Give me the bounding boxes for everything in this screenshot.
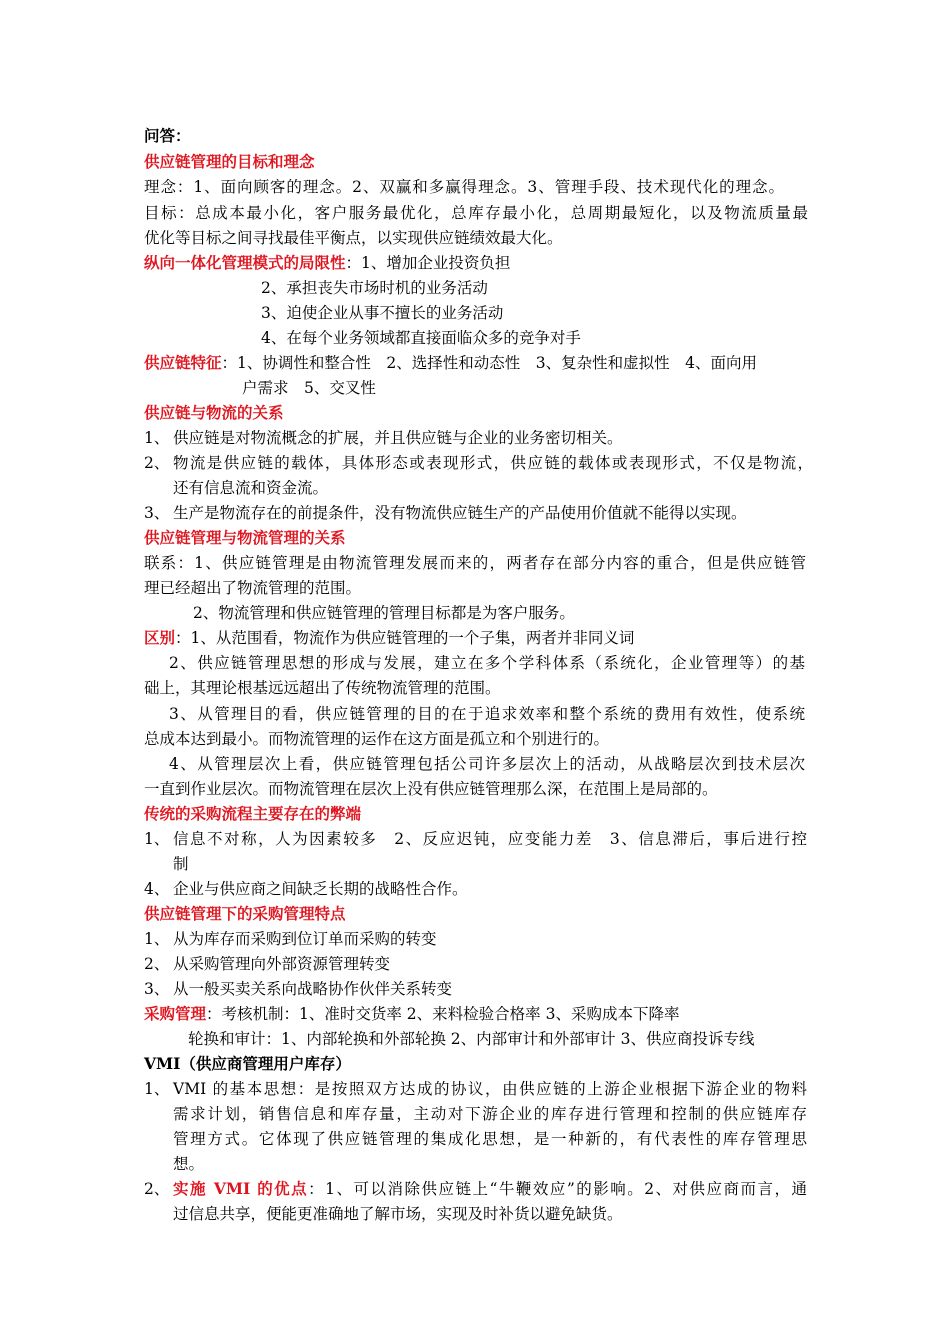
paragraph-line: ：考核机制：1、准时交货率 2、来料检验合格率 3、采购成本下降率: [206, 1005, 680, 1023]
list-item: 需求计划，销售信息和库存量，主动对下游企业的库存进行管理和控制的供应链库存: [173, 1105, 807, 1123]
list-item: 还有信息流和资金流。: [173, 479, 329, 497]
paragraph-line: 理已经超出了物流管理的范围。: [144, 579, 362, 597]
list-item: 生产是物流存在的前提条件，没有物流供应链生产的产品使用价值就不能得以实现。: [173, 504, 747, 522]
paragraph-line: 础上，其理论根基远远超出了传统物流管理的范围。: [144, 679, 501, 697]
list-number: 3、: [144, 980, 170, 998]
list-number: 1、: [144, 830, 170, 848]
paragraph-line: 4、从管理层次上看，供应链管理包括公司许多层次上的活动，从战略层次到技术层次: [169, 755, 805, 773]
list-item-vmi-advantages: [173, 1179, 807, 1199]
list-item: 从一般买卖关系向战略协作伙伴关系转变: [173, 980, 453, 998]
list-number: 2、: [144, 454, 170, 472]
section-title-goals: 供应链管理的目标和理念: [144, 152, 315, 171]
section-title-vertical-integration: 纵向一体化管理模式的局限性: [144, 253, 346, 272]
list-item: 企业与供应商之间缺乏长期的战略性合作。: [173, 880, 468, 898]
section-line-vertical-integration: [144, 253, 510, 273]
paragraph-line: ：1、从范围看，物流作为供应链管理的一个子集，两者并非同义词: [175, 629, 635, 647]
paragraph-line: 户需求 5、交叉性: [242, 379, 376, 397]
paragraph-line: ：1、协调性和整合性 2、选择性和动态性 3、复杂性和虚拟性 4、面向用: [221, 354, 757, 372]
list-item: 2、承担丧失市场时机的业务活动: [261, 279, 488, 297]
list-item: 从采购管理向外部资源管理转变: [173, 955, 391, 973]
list-item: 4、在每个业务领域都直接面临众多的竞争对手: [261, 329, 581, 347]
list-item: 信息不对称，人为因素较多 2、反应迟钝，应变能力差 3、信息滞后，事后进行控: [173, 830, 807, 848]
list-number: 2、: [144, 1180, 170, 1198]
list-item: 3、迫使企业从事不擅长的业务活动: [261, 304, 504, 322]
list-number: 1、: [144, 930, 170, 948]
list-item: 制: [173, 855, 189, 873]
list-item: 物流是供应链的载体，具体形态或表现形式，供应链的载体或表现形式，不仅是物流，: [173, 454, 813, 472]
heading: 问答：: [144, 126, 191, 145]
section-title-vmi: VMI（供应商管理用户库存）: [144, 1054, 351, 1073]
paragraph-line: 理念：1、面向顾客的理念。2、双赢和多赢得理念。3、管理手段、技术现代化的理念。: [144, 178, 784, 196]
section-title-procurement-management: 采购管理: [144, 1004, 207, 1023]
list-item: 从为库存而采购到位订单而采购的转变: [173, 930, 437, 948]
list-item: ：1、增加企业投资负担: [345, 254, 511, 272]
paragraph-line: 2、供应链管理思想的形成与发展，建立在多个学科体系（系统化，企业管理等）的基: [169, 654, 805, 672]
paragraph-line: 轮换和审计：1、内部轮换和外部轮换 2、内部审计和外部审计 3、供应商投诉专线: [188, 1030, 755, 1048]
list-item: VMI 的基本思想：是按照双方达成的协议，由供应链的上游企业根据下游企业的物料: [173, 1080, 807, 1098]
list-item: ：1、可以消除供应链上“牛鞭效应”的影响。2、对供应商而言，通: [308, 1180, 807, 1198]
list-number: 3、: [144, 504, 170, 522]
list-item: 过信息共享，便能更准确地了解市场，实现及时补货以避免缺货。: [173, 1205, 623, 1223]
label-vmi-advantages: 实施 VMI 的优点: [173, 1179, 309, 1198]
section-title-procurement-features: 供应链管理下的采购管理特点: [144, 904, 346, 923]
list-item: 供应链是对物流概念的扩展，并且供应链与企业的业务密切相关。: [173, 429, 623, 447]
paragraph-line: 2、物流管理和供应链管理的管理目标都是为客户服务。: [193, 604, 575, 622]
paragraph-line: 3、从管理目的看，供应链管理的目的在于追求效率和整个系统的费用有效性，使系统: [169, 705, 805, 723]
list-item: 想。: [173, 1155, 205, 1173]
list-number: 1、: [144, 1080, 170, 1098]
paragraph-line: 目标：总成本最小化，客户服务最优化，总库存最小化，总周期最短化，以及物流质量最: [144, 204, 808, 222]
list-item: 管理方式。它体现了供应链管理的集成化思想，是一种新的，有代表性的库存管理思: [173, 1130, 807, 1148]
section-title-scm-lm: 供应链管理与物流管理的关系: [144, 528, 346, 547]
section-line-features: [144, 353, 757, 373]
section-title-sc-logistics: 供应链与物流的关系: [144, 403, 284, 422]
list-number: 1、: [144, 429, 170, 447]
paragraph-line: 总成本达到最小。而物流管理的运作在这方面是孤立和个别进行的。: [144, 730, 610, 748]
paragraph-line: 联系：1、供应链管理是由物流管理发展而来的，两者存在部分内容的重合，但是供应链管: [144, 554, 806, 572]
paragraph-line: 一直到作业层次。而物流管理在层次上没有供应链管理那么深，在范围上是局部的。: [144, 780, 718, 798]
paragraph-line: 优化等目标之间寻找最佳平衡点，以实现供应链绩效最大化。: [144, 229, 563, 247]
label-difference: 区别: [144, 628, 176, 647]
section-title-procurement-drawbacks: 传统的采购流程主要存在的弊端: [144, 804, 362, 823]
section-title-features: 供应链特征: [144, 353, 222, 372]
section-line-difference: [144, 628, 634, 648]
list-number: 2、: [144, 955, 170, 973]
section-line-procurement-management: [144, 1004, 679, 1024]
list-number: 4、: [144, 880, 170, 898]
